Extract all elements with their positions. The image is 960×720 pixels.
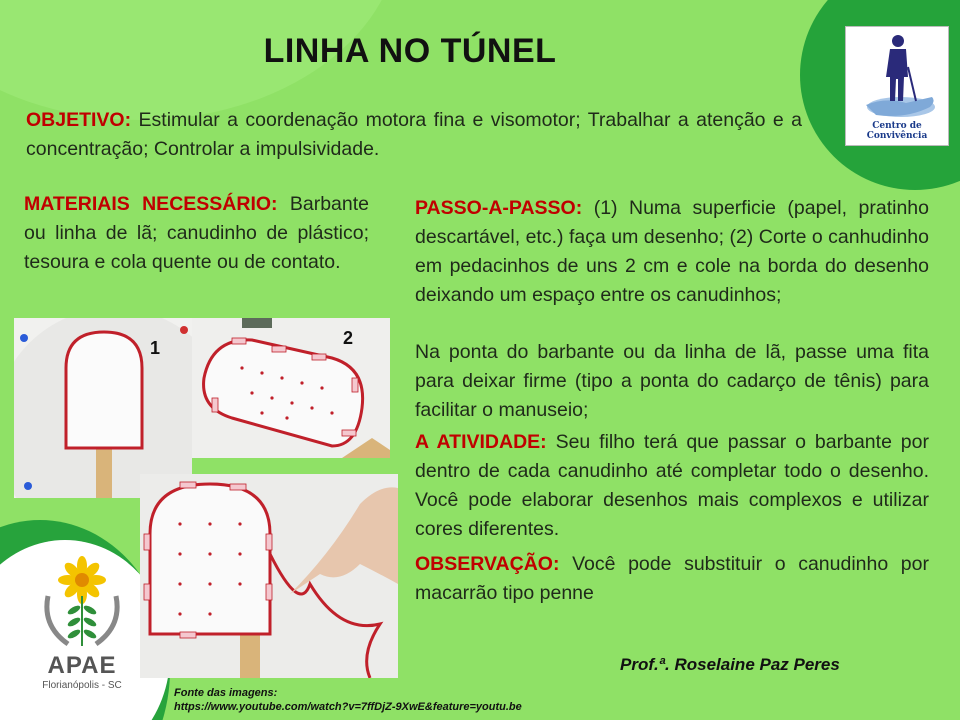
steps-paragraph — [415, 194, 929, 310]
materials-label: MATERIAIS NECESSÁRIO: — [24, 193, 278, 215]
photo-number-2: 2 — [343, 328, 354, 348]
steps-text: (1) Numa superficie (papel, pratinho descartável, etc.) faça um desenho; (2) Corte o canhudinho em pedacinhos de uns 2 cm e cole na borda do desenho deixando um espaço entre os canudinhos; — [415, 197, 929, 306]
materials-paragraph — [24, 190, 369, 277]
activity-text: Seu filho terá que passar o barbante por dentro de cada canudinho até completar todo o desenho. Você pode elaborar desenhos mais complexos e utilizar cores diferentes. — [415, 431, 929, 540]
steps-text-2: Na ponta do barbante ou da linha de lã, passe uma fita para deixar firme (tipo a ponta do cadarço de tênis) para facilitar o manuseio; — [415, 341, 929, 421]
photo-number-1: 1 — [150, 338, 161, 358]
author-credit: Prof.ª. Roselaine Paz Peres — [620, 655, 840, 674]
activity-paragraph — [415, 428, 929, 544]
image-source-url[interactable]: https://www.youtube.com/watch?v=7ffDjZ-9XwE&feature=youtu.be — [174, 701, 522, 713]
objective-paragraph — [26, 106, 802, 164]
flower-hands-icon — [18, 556, 146, 652]
image-source — [174, 686, 522, 714]
slide-title: LINHA NO TÚNEL — [263, 32, 557, 70]
photo-step-3 — [140, 474, 398, 678]
photo-step-2 — [192, 318, 390, 458]
photo-step-1 — [14, 318, 192, 498]
objective-label: OBJETIVO: — [26, 109, 132, 131]
centro-de-convivencia-logo — [845, 26, 949, 146]
observation-paragraph — [415, 550, 929, 608]
observation-text: Você pode substituir o canudinho por macarrão tipo penne — [415, 553, 929, 604]
materials-text: Barbante ou linha de lã; canudinho de plástico; tesoura e cola quente ou de contato. — [24, 193, 370, 273]
apae-logo — [18, 556, 146, 706]
apae-name: APAE — [47, 652, 117, 679]
image-source-label: Fonte das imagens: — [174, 687, 278, 699]
apae-city: Florianópolis - SC — [42, 680, 122, 691]
elderly-person-icon — [846, 27, 948, 127]
logo-caption: Centro de Convivência — [866, 121, 928, 141]
activity-label: A ATIVIDADE: — [415, 431, 547, 453]
steps-label: PASSO-A-PASSO: — [415, 197, 583, 219]
steps-paragraph-2 — [415, 338, 929, 425]
objective-text: Estimular a coordenação motora fina e visomotor; Trabalhar a atenção e a concentração; Controlar a impulsividade. — [26, 109, 802, 160]
observation-label: OBSERVAÇÃO: — [415, 553, 560, 575]
